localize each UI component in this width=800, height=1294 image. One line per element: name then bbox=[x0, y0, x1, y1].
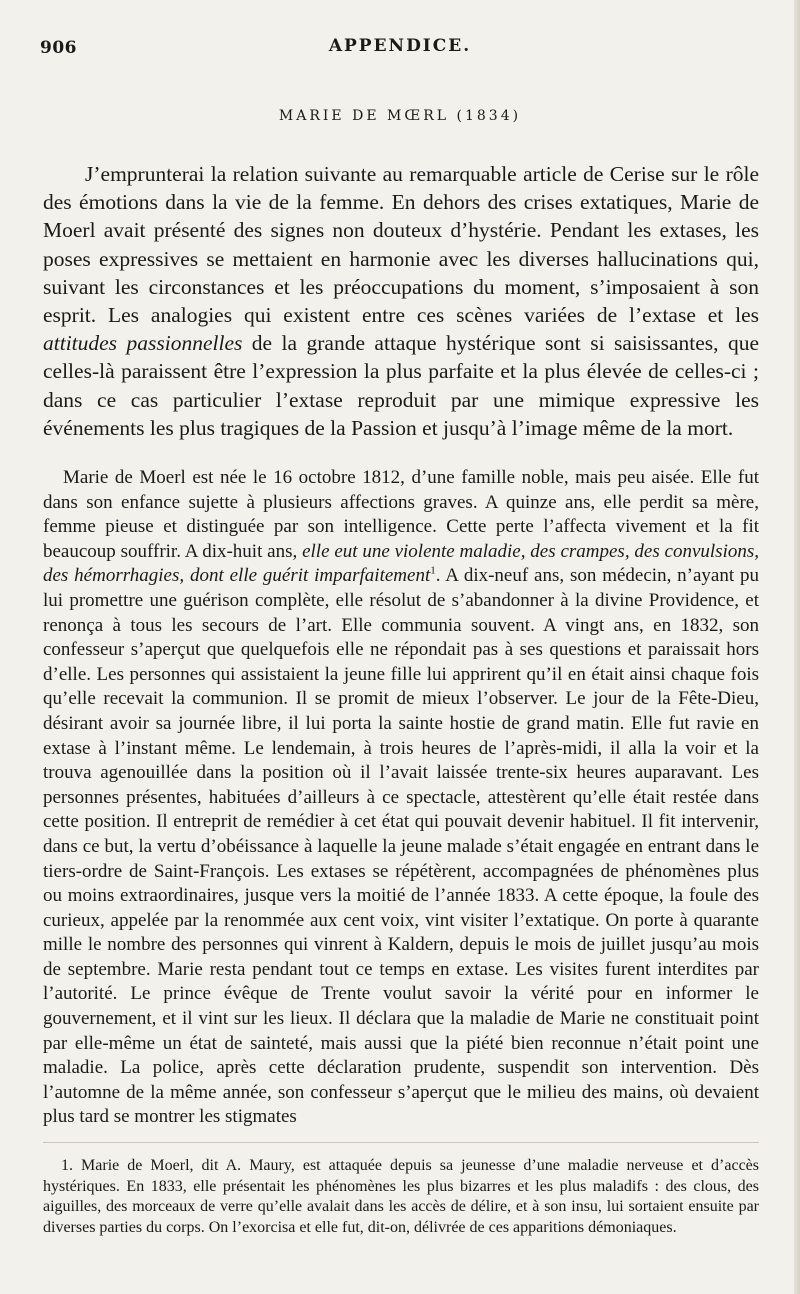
paragraph-intro-text-before: J’emprunterai la relation suivante au remarquable article de Cerise sur le rôle des émotions dans la vie de la femme. En dehors des crises extatiques, Marie de Moerl avait présenté des signes non douteux d’hystérie. Pendant les extases, les poses expressives se mettaient en harmonie avec les diverses hallucinations qui, suivant les circonstances et les préoccupations du moment, s’imposaient à son esprit. Les analogies qui existent entre ces scènes variées de l’extase et les bbox=[43, 162, 759, 328]
section-title: MARIE DE MŒRL (1834) bbox=[278, 108, 522, 124]
running-head: APPENDICE. bbox=[328, 36, 472, 56]
paragraph-biography bbox=[43, 466, 759, 1130]
page-number: 906 bbox=[40, 38, 77, 58]
footnote-divider bbox=[43, 1142, 759, 1143]
paragraph-intro bbox=[43, 160, 759, 442]
page-header bbox=[40, 36, 760, 64]
paragraph-intro-text-after: de la grande attaque hystérique sont si saisissantes, que celles-là paraissent être l’expression la plus parfaite et la plus élevée de celles-ci ; dans ce cas particulier l’extase reproduit par une mimique expressive les événements les plus tragiques de la Passion et jusqu’à l’image même de la mort. bbox=[43, 331, 759, 440]
paragraph-intro-italic: attitudes passionnelles bbox=[43, 331, 243, 356]
paragraph-biography-italic: elle eut une violente maladie, des crampes, des convulsions, des hémorrhagies, dont elle guérit imparfaitement bbox=[43, 540, 759, 587]
footnote: 1. Marie de Moerl, dit A. Maury, est attaquée depuis sa jeunesse d’une maladie nerveuse et d’accès hystériques. En 1833, elle présentait les phénomènes les plus bizarres et les plus maladifs : des clous, des aiguilles, des morceaux de verre qu’elle avalait dans les accès de délire, et à son insu, lui sortaient ensuite par diverses parties du corps. On l’exorcisa et elle fut, dit-on, délivrée de ces apparitions démoniaques. bbox=[43, 1157, 759, 1236]
footnote-reference[interactable]: 1 bbox=[430, 565, 436, 578]
paragraph-biography-text-before: Marie de Moerl est née le 16 octobre 1812, d’une famille noble, mais peu aisée. Elle fut dans son enfance sujette à plusieurs affections graves. A quinze ans, elle perdit sa mère, femme pieuse et distinguée par son intelligence. Cette perte l’affecta vivement et la fit beaucoup souffrir. A dix-huit ans, bbox=[43, 467, 759, 562]
paragraph-biography-text-after: . A dix-neuf ans, son médecin, n’ayant pu lui promettre une guérison complète, elle résolut de s’abandonner à la divine Providence, et renonça à tous les secours de l’art. Elle communia souvent. A vingt ans, en 1832, son confesseur s’aperçut que quelquefois elle ne répondait pas à ses questions et paraissait hors d’elle. Les personnes qui assistaient la jeune fille lui apprirent qu’il en était ainsi chaque fois qu’elle recevait la communion. Il se promit de mieux l’observer. Le jour de la Fête-Dieu, désirant avoir sa journée libre, il lui porta la sainte hostie de grand matin. Elle fut ravie en extase à l’instant même. Le lendemain, à trois heures de l’après-midi, il alla la voir et la trouva agenouillée dans la position où il l’avait laissée trente-six heures auparavant. Les personnes présentes, habituées d’ailleurs à ce spectacle, attestèrent qu’elle était restée dans cette position. Il entreprit de remédier à cet état qui pouvait devenir habituel. Il fit intervenir, dans ce but, la vertu d’obéissance à laquelle la jeune malade s’était engagée en entrant dans le tiers-ordre de Saint-François. Les extases se répétèrent, accompagnées de phénomènes plus ou moins extraordinaires, jusque vers la moitié de l’année 1833. A cette époque, la foule des curieux, appelée par la renommée aux cent voix, vint visiter l’extatique. On porte à quarante mille le nombre des personnes qui vinrent à Kaldern, depuis le mois de juillet jusqu’au mois de septembre. Marie resta pendant tout ce temps en extase. Les visites furent interdites par l’autorité. Le prince évêque de Trente voulut savoir la vérité pour en informer le gouvernement, et il vint sur les lieux. Il déclara que la maladie de Marie ne constituait point par elle-même un état de sainteté, mais aussi que la piété bien reconnue n’était point une maladie. La police, après cette déclaration prudente, suspendit son intervention. Dès l’automne de la même année, son confesseur s’aperçut que le milieu des mains, où devaient plus tard se montrer les stigmates bbox=[43, 565, 759, 1128]
page-edge-shadow bbox=[794, 0, 800, 1294]
